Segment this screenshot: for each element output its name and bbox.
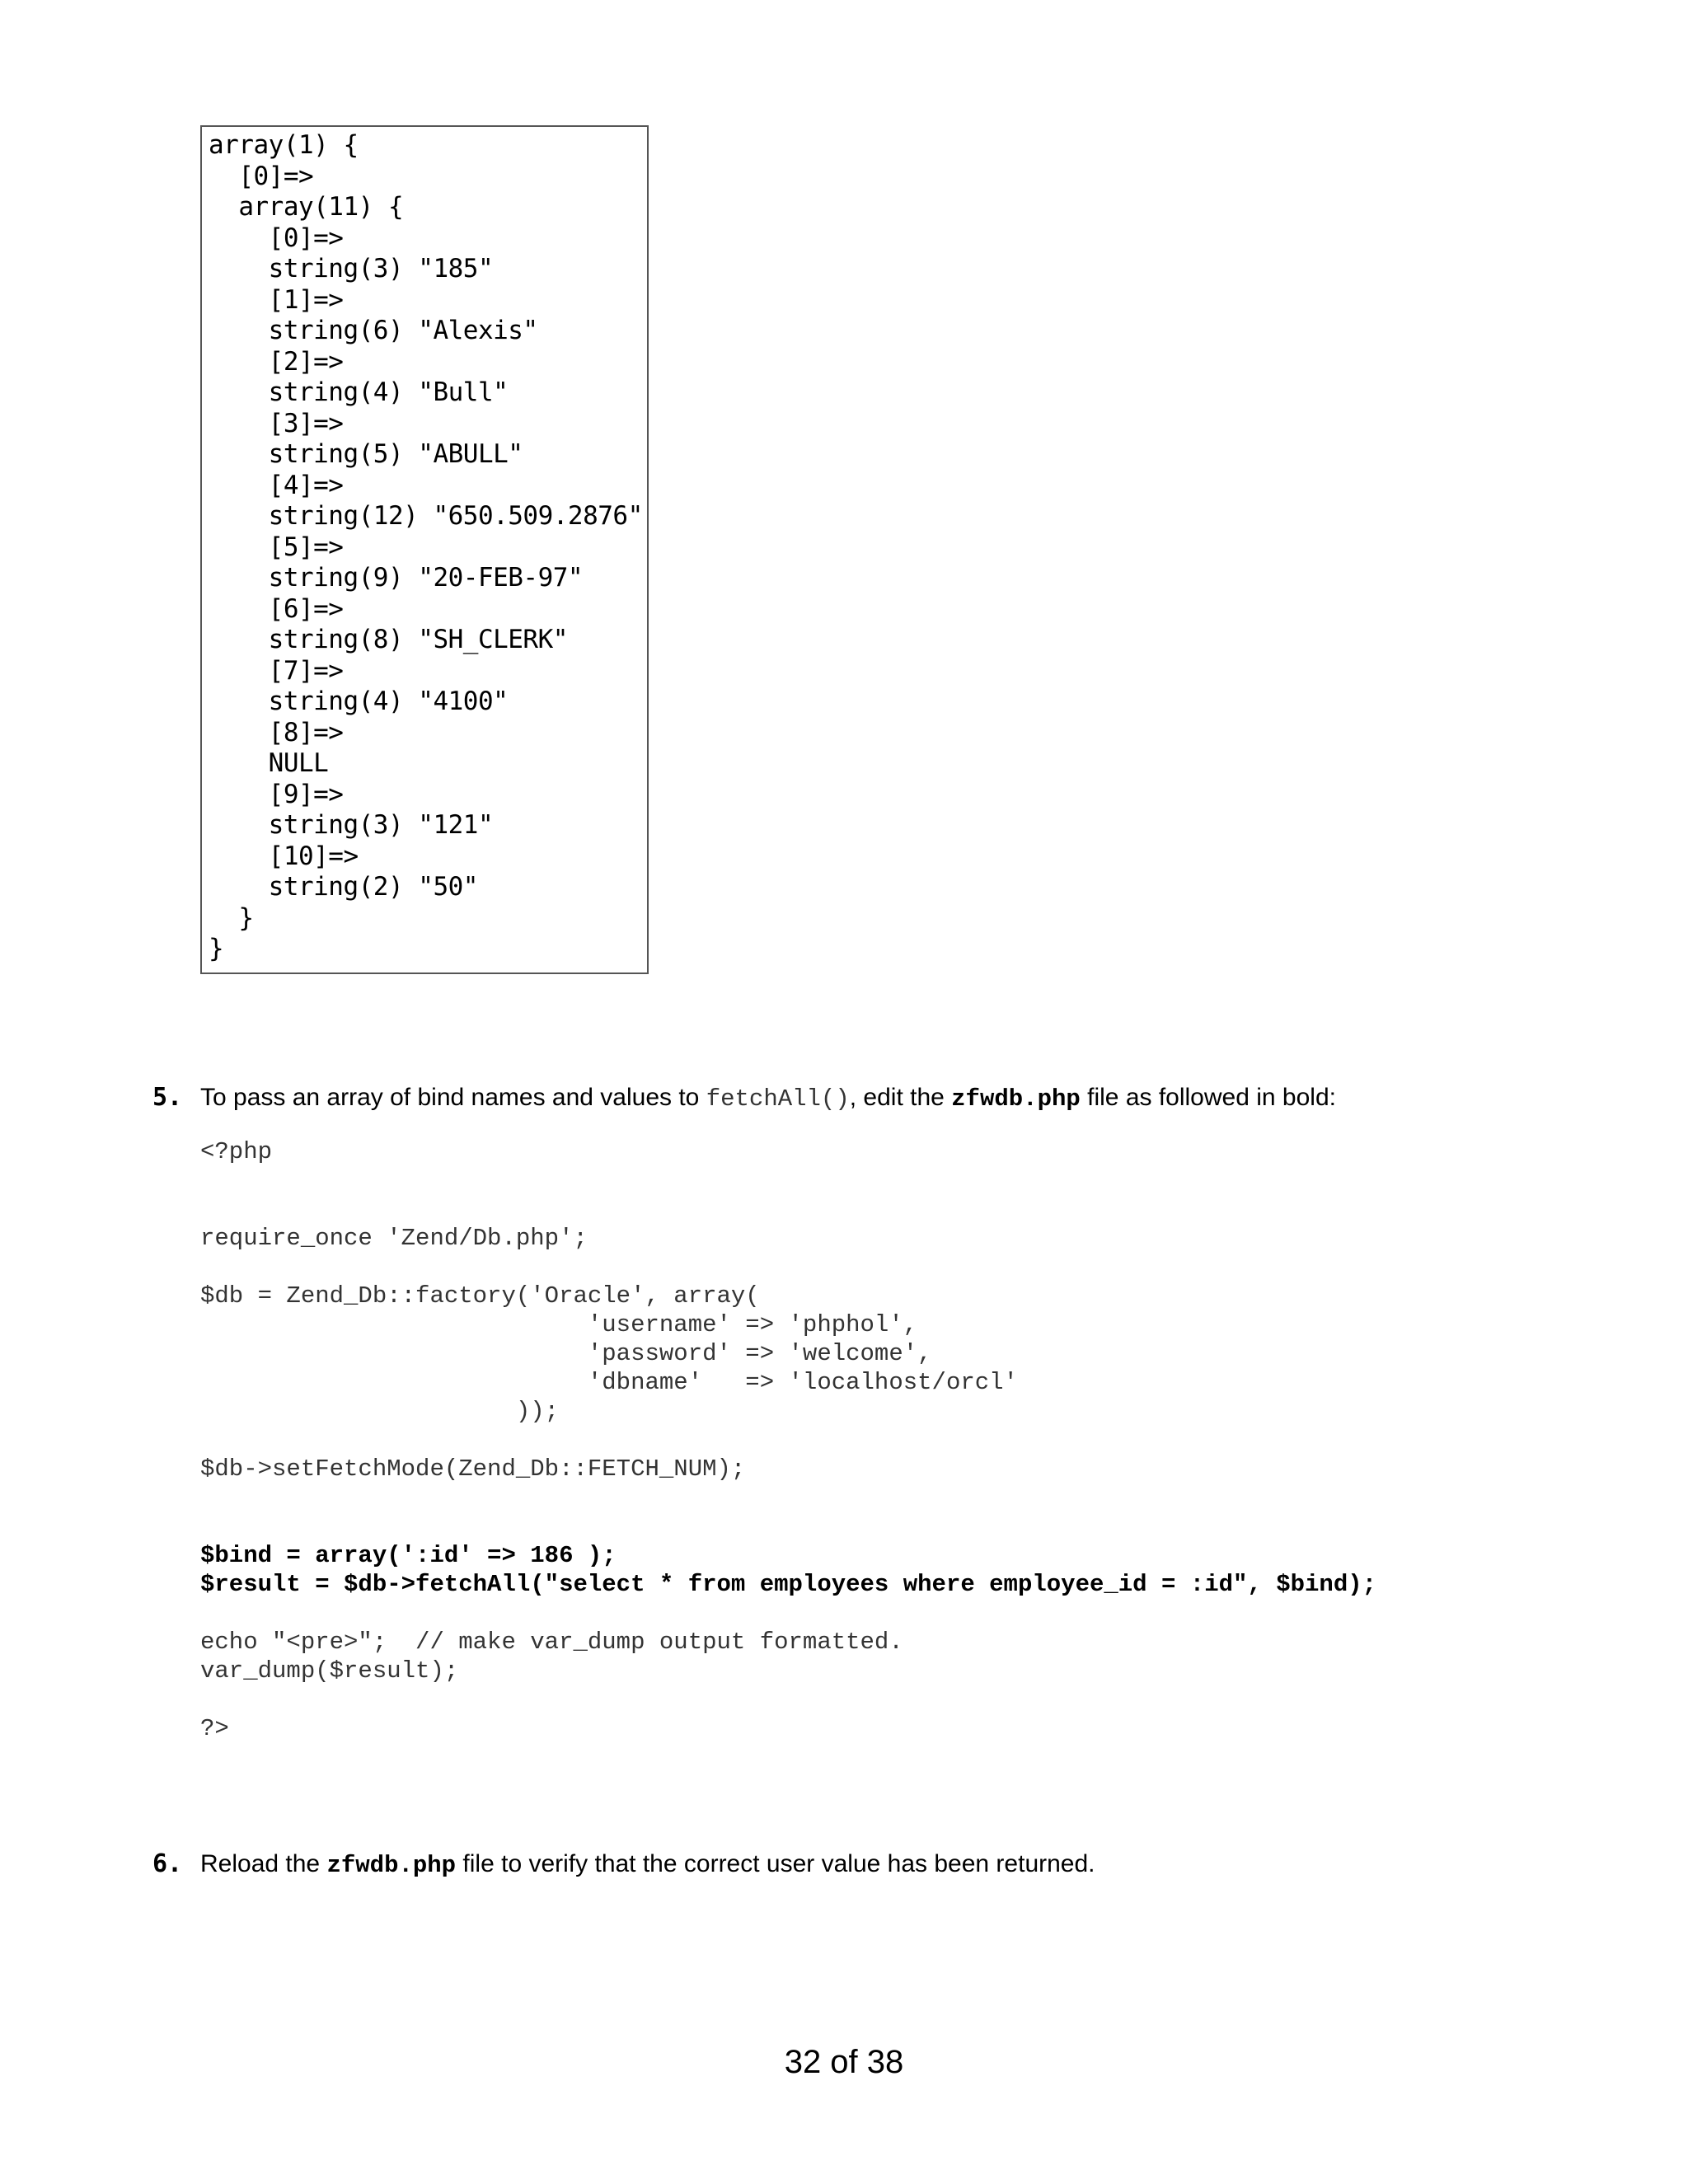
- code-line: [200, 1685, 1376, 1714]
- dump-line: string(3) "121": [209, 810, 494, 840]
- dump-line: [0]=>: [209, 223, 344, 253]
- dump-line: [0]=>: [209, 161, 314, 191]
- dump-line: }: [209, 934, 224, 963]
- step-text-part: To pass an array of bind names and values to: [200, 1084, 706, 1111]
- dump-line: array(1) {: [209, 130, 359, 160]
- code-line: var_dump($result);: [200, 1657, 459, 1685]
- page-number: 32 of 38: [784, 2044, 904, 2080]
- code-line: $db = Zend_Db::factory('Oracle', array(: [200, 1282, 760, 1310]
- dump-line: string(2) "50": [209, 872, 478, 902]
- inline-code-filename: zfwdb.php: [326, 1852, 457, 1879]
- code-line: 'dbname' => 'localhost/orcl': [200, 1369, 1018, 1396]
- inline-code-filename: zfwdb.php: [951, 1085, 1081, 1113]
- step-text-part: Reload the: [200, 1850, 327, 1877]
- code-line: ?>: [200, 1715, 229, 1742]
- code-line: require_once 'Zend/Db.php';: [200, 1225, 588, 1252]
- code-line: [200, 1599, 1376, 1628]
- dump-line: array(11) {: [209, 192, 404, 222]
- code-line: $result = $db->fetchAll("select * from employees where employee_id = :id", $bind);: [200, 1571, 1377, 1598]
- dump-line: [3]=>: [209, 408, 344, 438]
- inline-code-method: fetchAll(): [706, 1085, 850, 1113]
- dump-line: string(4) "Bull": [209, 377, 509, 407]
- code-line: ));: [200, 1398, 560, 1425]
- code-line: [200, 1195, 1376, 1224]
- step-number: 5.: [152, 1083, 183, 1112]
- step-text-part: file to verify that the correct user value has been returned.: [456, 1850, 1095, 1877]
- dump-line: NULL: [209, 748, 329, 778]
- dump-line: [4]=>: [209, 470, 344, 500]
- dump-line: [1]=>: [209, 284, 344, 315]
- var-dump-output-screenshot: [200, 125, 649, 974]
- dump-line: string(9) "20-FEB-97": [209, 563, 584, 593]
- dump-line: string(6) "Alexis": [209, 316, 538, 345]
- step-text-part: , edit the: [849, 1084, 952, 1111]
- dump-line: string(4) "4100": [209, 687, 509, 716]
- dump-line: [5]=>: [209, 532, 344, 562]
- code-line: [200, 1512, 1376, 1541]
- code-line: echo "<pre>"; // make var_dump output formatted.: [200, 1629, 903, 1656]
- step-text: [200, 1081, 1336, 1116]
- code-line: 'username' => 'phphol',: [200, 1311, 918, 1338]
- dump-line: string(12) "650.509.2876": [209, 501, 643, 531]
- dump-line: [6]=>: [209, 593, 344, 624]
- dump-line: [7]=>: [209, 655, 344, 686]
- code-line: [200, 1166, 1376, 1195]
- dump-line: [8]=>: [209, 717, 344, 748]
- dump-line: string(3) "185": [209, 254, 494, 284]
- code-line: [200, 1426, 1376, 1455]
- code-line: 'password' => 'welcome',: [200, 1340, 932, 1367]
- step-text-part: file as followed in bold:: [1080, 1084, 1336, 1111]
- code-line: $bind = array(':id' => 186 );: [200, 1542, 617, 1569]
- step-number: 6.: [152, 1849, 183, 1878]
- dump-line: [9]=>: [209, 779, 344, 809]
- code-line: $db->setFetchMode(Zend_Db::FETCH_NUM);: [200, 1455, 746, 1483]
- php-code-block: [200, 1137, 1376, 1743]
- dump-line: [2]=>: [209, 346, 344, 377]
- var-dump-lines: [209, 130, 643, 965]
- dump-line: string(8) "SH_CLERK": [209, 625, 568, 654]
- code-line: [200, 1483, 1376, 1512]
- dump-line: string(5) "ABULL": [209, 439, 523, 469]
- dump-line: [10]=>: [209, 841, 359, 871]
- step-text: [200, 1848, 1095, 1882]
- dump-line: }: [209, 902, 254, 933]
- code-line: <?php: [200, 1138, 273, 1165]
- code-line: [200, 1253, 1376, 1282]
